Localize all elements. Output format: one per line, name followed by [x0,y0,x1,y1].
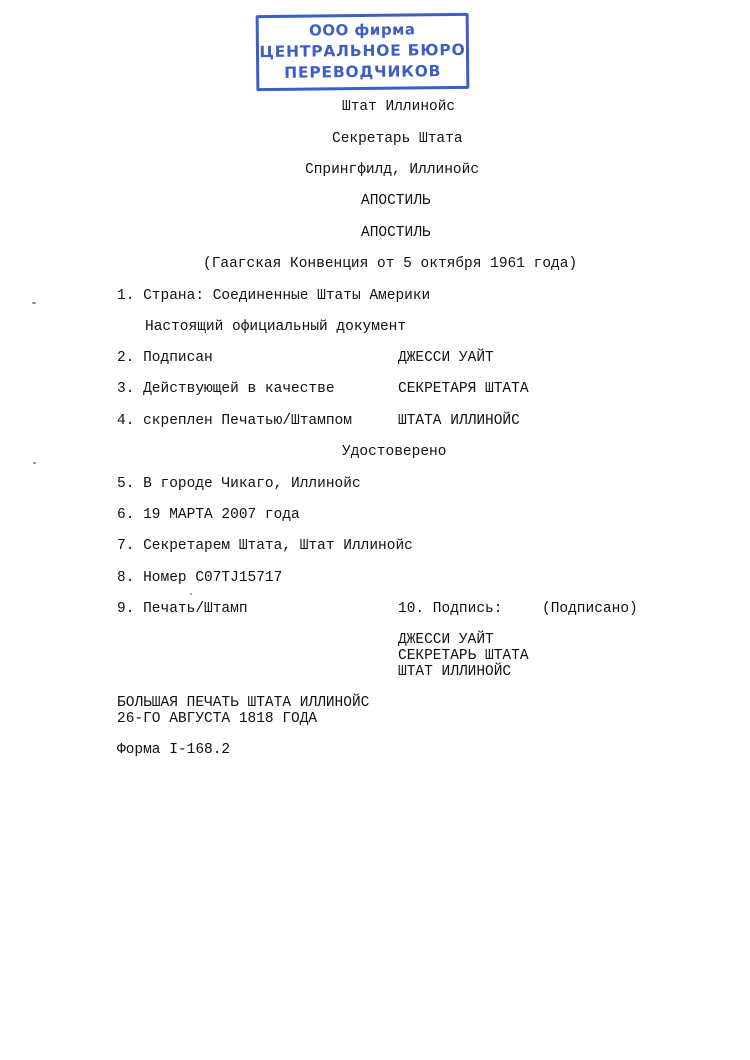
item-sealed-value: ШТАТА ИЛЛИНОЙС [398,413,520,429]
item-signature-value: (Подписано) [542,601,638,617]
item-seal: 9. Печать/Штамп [117,601,248,617]
item-present-document: Настоящий официальный документ [145,319,407,335]
stamp-line-1: ООО фирма [308,20,416,40]
scan-speck [32,302,36,304]
item-sealed-label: 4. скреплен Печатью/Штампом [117,413,352,429]
item-issued-by: 7. Секретарем Штата, Штат Иллинойс [117,538,413,554]
great-seal-date: 26-ГО АВГУСТА 1818 ГОДА [117,711,318,727]
item-place: 5. В городе Чикаго, Иллинойс [117,476,361,492]
header-city: Спрингфилд, Иллинойс [305,162,480,178]
stamp-line-3: ПЕРЕВОДЧИКОВ [284,62,442,82]
translator-stamp [256,13,470,91]
item-number: 8. Номер C07TJ15717 [117,570,283,586]
signer-name: ДЖЕССИ УАЙТ [398,632,494,648]
item-date: 6. 19 МАРТА 2007 года [117,507,300,523]
header-secretary: Секретарь Штата [332,131,463,147]
item-signed-value: ДЖЕССИ УАЙТ [398,350,494,366]
scan-speck [33,462,36,464]
scan-speck [190,593,192,595]
header-apostille-2: АПОСТИЛЬ [361,225,431,241]
item-signed-label: 2. Подписан [117,350,213,366]
header-apostille-1: АПОСТИЛЬ [361,193,431,209]
signer-state: ШТАТ ИЛЛИНОЙС [398,664,512,680]
header-state: Штат Иллинойс [342,99,456,115]
form-number: Форма I-168.2 [117,742,231,758]
item-acting-label: 3. Действующей в качестве [117,381,335,397]
certified-heading: Удостоверено [342,444,447,460]
signer-title: СЕКРЕТАРЬ ШТАТА [398,648,529,664]
header-convention: (Гаагская Конвенция от 5 октября 1961 года) [203,256,578,272]
item-signature-label: 10. Подпись: [398,601,503,617]
stamp-line-2: ЦЕНТРАЛЬНОЕ БЮРО [259,40,466,62]
item-country: 1. Страна: Соединенные Штаты Америки [117,288,431,304]
item-acting-value: СЕКРЕТАРЯ ШТАТА [398,381,529,397]
great-seal-line: БОЛЬШАЯ ПЕЧАТЬ ШТАТА ИЛЛИНОЙС [117,695,370,711]
